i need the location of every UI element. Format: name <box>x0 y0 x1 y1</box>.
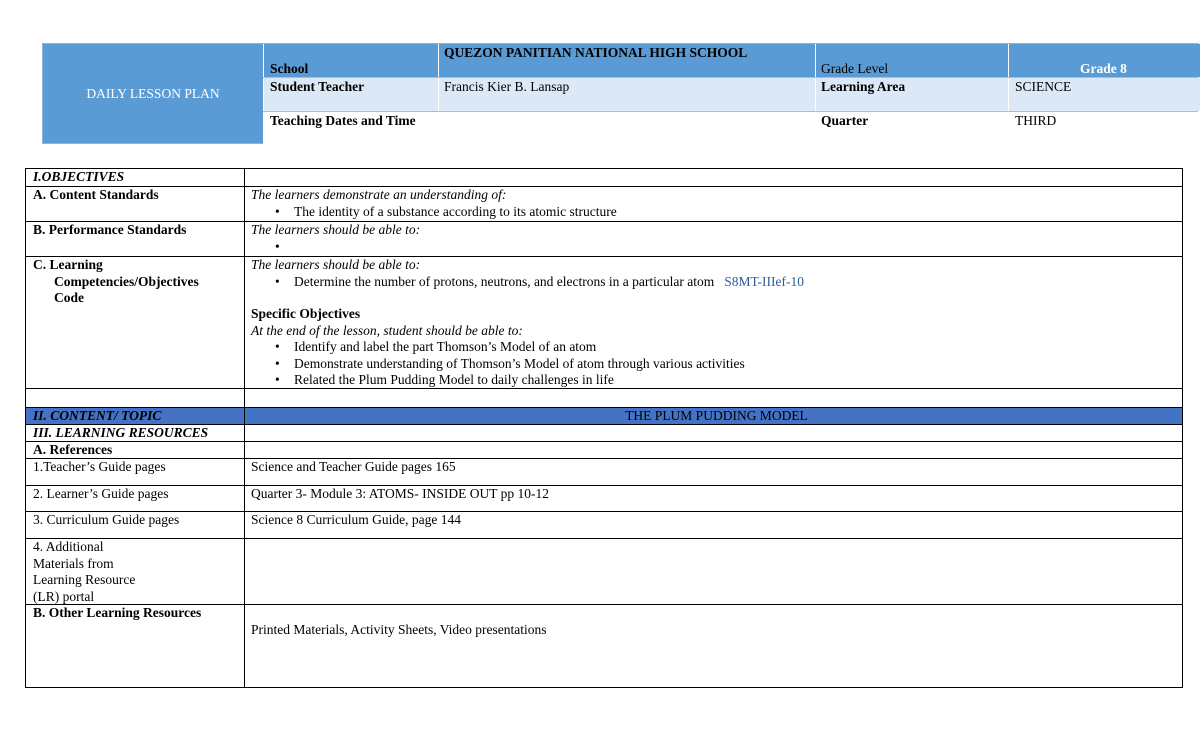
empty-cell <box>245 425 1182 441</box>
list-item: • Related the Plum Pudding Model to daily challenges in life <box>251 372 1182 389</box>
table-row <box>26 486 1182 512</box>
empty-cell <box>26 389 245 407</box>
performance-standards-cell <box>245 222 1182 256</box>
competencies-intro: The learners should be able to: <box>251 257 421 272</box>
list-item <box>251 274 1182 291</box>
content-standards-cell <box>245 187 1182 221</box>
student-teacher-label: Student Teacher <box>270 79 365 94</box>
table-row <box>26 425 1182 442</box>
additional-materials-label: Materials from <box>33 555 114 571</box>
student-teacher-value: Francis Kier B. Lansap <box>444 79 570 94</box>
empty-cell <box>245 169 1182 186</box>
objectives-heading: I.OBJECTIVES <box>26 169 245 186</box>
curriculum-guide-label: 3. Curriculum Guide pages <box>26 512 245 538</box>
specific-objectives-intro: At the end of the lesson, student should be able to: <box>251 322 523 338</box>
empty-cell <box>245 442 1182 458</box>
empty-cell <box>245 539 1182 604</box>
table-row <box>26 187 1182 222</box>
divider <box>438 44 439 143</box>
competencies-label-cell <box>26 257 245 388</box>
competency-code: S8MT-IIIef-10 <box>724 273 804 289</box>
table-row <box>26 408 1182 425</box>
divider <box>1008 44 1009 143</box>
competencies-cell <box>245 257 1182 388</box>
content-topic-label: II. CONTENT/ TOPIC <box>26 408 245 424</box>
school-name: QUEZON PANITIAN NATIONAL HIGH SCHOOL <box>444 45 748 60</box>
competencies-list <box>251 274 1182 291</box>
other-resources-value: Printed Materials, Activity Sheets, Video presentations <box>251 622 547 637</box>
table-row <box>26 605 1182 687</box>
lesson-plan-header <box>42 43 1199 144</box>
content-standards-label: A. Content Standards <box>26 187 245 221</box>
specific-objectives-list <box>251 339 1182 389</box>
teachers-guide-value: Science and Teacher Guide pages 165 <box>251 459 456 474</box>
header-cell <box>438 111 815 145</box>
quarter-value: THIRD <box>1015 113 1057 128</box>
list-item: • The identity of a substance according to its atomic structure <box>251 204 1182 221</box>
competencies-label: Code <box>54 290 84 305</box>
table-row <box>26 222 1182 257</box>
divider <box>263 111 1198 112</box>
learning-area-label: Learning Area <box>821 79 906 94</box>
quarter-label: Quarter <box>821 113 869 128</box>
divider <box>263 77 1198 78</box>
table-row <box>26 442 1182 459</box>
competency-text: Determine the number of protons, neutrons, and electrons in a particular atom <box>294 273 715 289</box>
table-row <box>26 257 1182 389</box>
list-item: • Demonstrate understanding of Thomson’s Model of atom through various activities <box>251 356 1182 373</box>
performance-standards-label: B. Performance Standards <box>26 222 245 256</box>
school-label: School <box>270 61 309 76</box>
learning-area-value: SCIENCE <box>1015 79 1072 94</box>
specific-objectives-heading: Specific Objectives <box>251 306 361 321</box>
learners-guide-label: 2. Learner’s Guide pages <box>26 486 245 511</box>
content-topic-value: THE PLUM PUDDING MODEL <box>625 408 808 423</box>
learning-resources-heading: III. LEARNING RESOURCES <box>26 425 245 441</box>
header-title-cell <box>43 44 263 143</box>
empty-cell <box>245 389 1182 407</box>
references-label: A. References <box>26 442 245 458</box>
lesson-plan-body <box>25 168 1183 688</box>
list-item: • Identify and label the part Thomson’s Model of an atom <box>251 339 1182 356</box>
divider <box>263 44 264 143</box>
grade-level-value: Grade 8 <box>1080 61 1127 76</box>
competencies-label: Competencies/Objectives <box>54 273 199 289</box>
table-row <box>26 512 1182 539</box>
competencies-label: C. Learning <box>33 257 103 272</box>
other-resources-label: B. Other Learning Resources <box>26 605 245 687</box>
performance-standards-intro: The learners should be able to: <box>251 222 421 237</box>
teachers-guide-label: 1.Teacher’s Guide pages <box>26 459 245 485</box>
additional-materials-label: (LR) portal <box>33 588 95 604</box>
learners-guide-value: Quarter 3- Module 3: ATOMS- INSIDE OUT pp 10-12 <box>251 486 549 501</box>
curriculum-guide-value: Science 8 Curriculum Guide, page 144 <box>251 512 461 527</box>
teaching-dates-label: Teaching Dates and Time <box>270 113 416 128</box>
spacer <box>251 290 1182 306</box>
divider <box>815 44 816 143</box>
table-row <box>26 539 1182 605</box>
table-row <box>26 169 1182 187</box>
table-row <box>26 389 1182 408</box>
table-row <box>26 459 1182 486</box>
additional-materials-label: Learning Resource <box>33 572 136 587</box>
content-standards-list <box>251 204 1182 221</box>
additional-materials-label-cell <box>26 539 245 604</box>
additional-materials-label: 4. Additional <box>33 539 104 554</box>
grade-level-label: Grade Level <box>821 61 889 76</box>
header-title: DAILY LESSON PLAN <box>86 85 220 101</box>
content-standards-intro: The learners demonstrate an understanding of: <box>251 187 507 202</box>
